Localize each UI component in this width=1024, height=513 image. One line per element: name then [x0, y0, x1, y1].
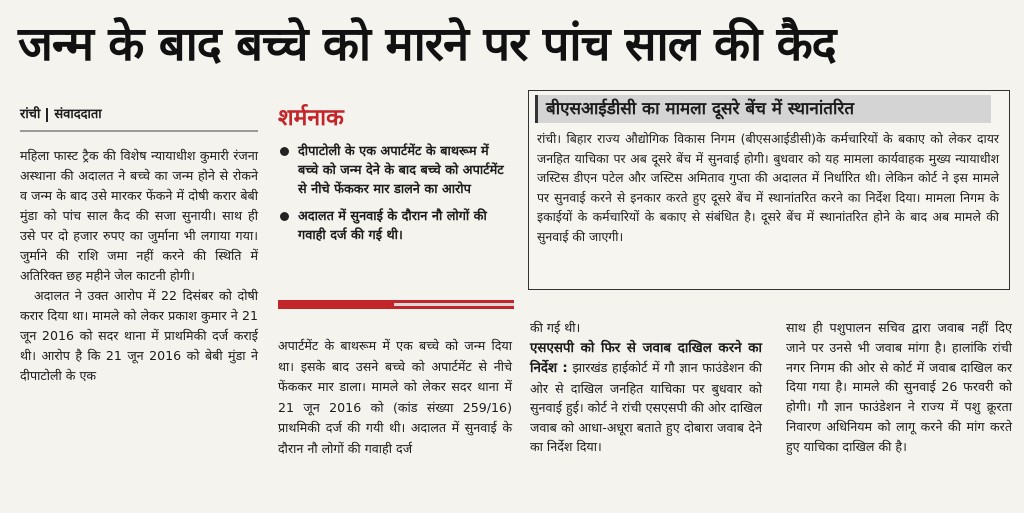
- main-story-paragraph-1: महिला फास्ट ट्रैक की विशेष न्यायाधीश कुमारी रंजना अस्थाना की अदालत ने बच्चे का जन्म होने से रोकने व जन्म के बाद उसे मारकर फेंकने में दोषी करार बेबी मुंडा को पांच साल कैद की सजा सुनायी। साथ ही उसे पर दो हजार रुपए का जुर्माना भी लगाया गया। जुर्माने की राशि जमा नहीं करने की स्थिति में अतिरिक्त छह महीने जेल काटनी होगी।: [20, 148, 258, 283]
- sidebar-point: दीपाटोली के एक अपार्टमेंट के बाथरूम में बच्चे को जन्म देने के बाद बच्चे को अपार्टमेंट से नीचे फेंककर मार डालने का आरोप: [278, 142, 510, 199]
- story-column-4: साथ ही पशुपालन सचिव द्वारा जवाब नहीं दिए जाने पर उनसे भी जवाब मांगा है। हालांकि रांची नगर निगम की ओर से कोर्ट में जवाब दाखिल कर दिया गया है। मामले की सुनवाई 26 फरवरी को होगी। गौ ज्ञान फाउंडेशन ने राज्य में पशु क्रूरता निवारण अधिनियम को लागू करने की मांग करते हुए याचिका दाखिल की है।: [786, 320, 1012, 454]
- boxed-story-title: बीएसआईडीसी का मामला दूसरे बेंच में स्थानांतरित: [535, 95, 991, 123]
- headline: जन्म के बाद बच्चे को मारने पर पांच साल की कैद: [18, 17, 836, 72]
- boxed-story: [528, 90, 1010, 290]
- sidebar-divider: [278, 300, 514, 309]
- byline-city: रांची: [20, 107, 41, 122]
- sidebar-point: अदालत में सुनवाई के दौरान नौ लोगों की गवाही दर्ज की गई थी।: [278, 207, 510, 245]
- main-story-continuation: अपार्टमेंट के बाथरूम में एक बच्चे को जन्म दिया था। इसके बाद उसने बच्चे को अपार्टमेंट से नीचे फेंककर मार डाला। मामले को लेकर सदर थाना में 21 जून 2016 को (कांड संख्या 259/16) प्राथमिकी दर्ज की गयी थी। अदालत में सुनवाई के दौरान नौ लोगों की गवाही दर्ज: [278, 338, 512, 456]
- sidebar-kicker: शर्मनाक: [278, 105, 344, 131]
- column-3-subhead: एसएसपी को फिर से जवाब दाखिल करने का निर्देश :: [530, 340, 762, 376]
- main-story-paragraph-2: अदालत ने उक्त आरोप में 22 दिसंबर को दोषी करार दिया था। मामले को लेकर प्रकाश कुमार ने 21 जून 2016 को सदर थाना में प्राथमिकी दर्ज कराई थी। आरोप है कि 21 जून 2016 को बेबी मुंडा ने दीपाटोली के एक: [20, 288, 258, 383]
- byline-divider: [46, 108, 48, 122]
- column-3-lead: की गई थी।: [530, 320, 581, 335]
- byline-rule: [20, 130, 258, 132]
- bullet-icon: [280, 147, 289, 156]
- sidebar-highlights: [278, 142, 510, 253]
- byline-reporter: संवाददाता: [54, 107, 102, 122]
- column-3-text: [530, 338, 762, 457]
- column-3-body: झारखंड हाईकोर्ट में गौ ज्ञान फाउंडेशन की ओर से दाखिल जनहित याचिका पर बुधवार को सुनवाई हुई। कोर्ट ने रांची एसएसपी की ओर दाखिल जवाब को आधा-अधूरा बताते हुए दोबारा जवाब देने का निर्देश दिया।: [530, 360, 762, 454]
- bullet-icon: [280, 212, 289, 221]
- byline: [20, 104, 102, 122]
- main-story-column-1: [20, 146, 258, 386]
- boxed-story-body: रांची। बिहार राज्य औद्योगिक विकास निगम (बीएसआईडीसी)के कर्मचारियों के बकाए को लेकर दायर जनहित याचिका पर अब दूसरे बेंच में सुनवाई होगी। बुधवार को यह मामला कार्यवाहक मुख्य न्यायाधीश जस्टिस डीएन पटेल और जस्टिस अमिताव गुप्ता की अदालत में निर्धारित थी। लेकिन कोर्ट ने इस मामले पर सुनवाई करने से इनकार करते हुए दूसरे बेंच में स्थानांतरित करने का निर्देश दिया। मामला निगम के इकाईयों के कर्मचारियों के बकाए से संबंधित है। दूसरे बेंच में स्थानांतरित होने के बाद अब मामले की सुनवाई की जाएगी।: [537, 131, 999, 244]
- story-column-3: [530, 318, 762, 457]
